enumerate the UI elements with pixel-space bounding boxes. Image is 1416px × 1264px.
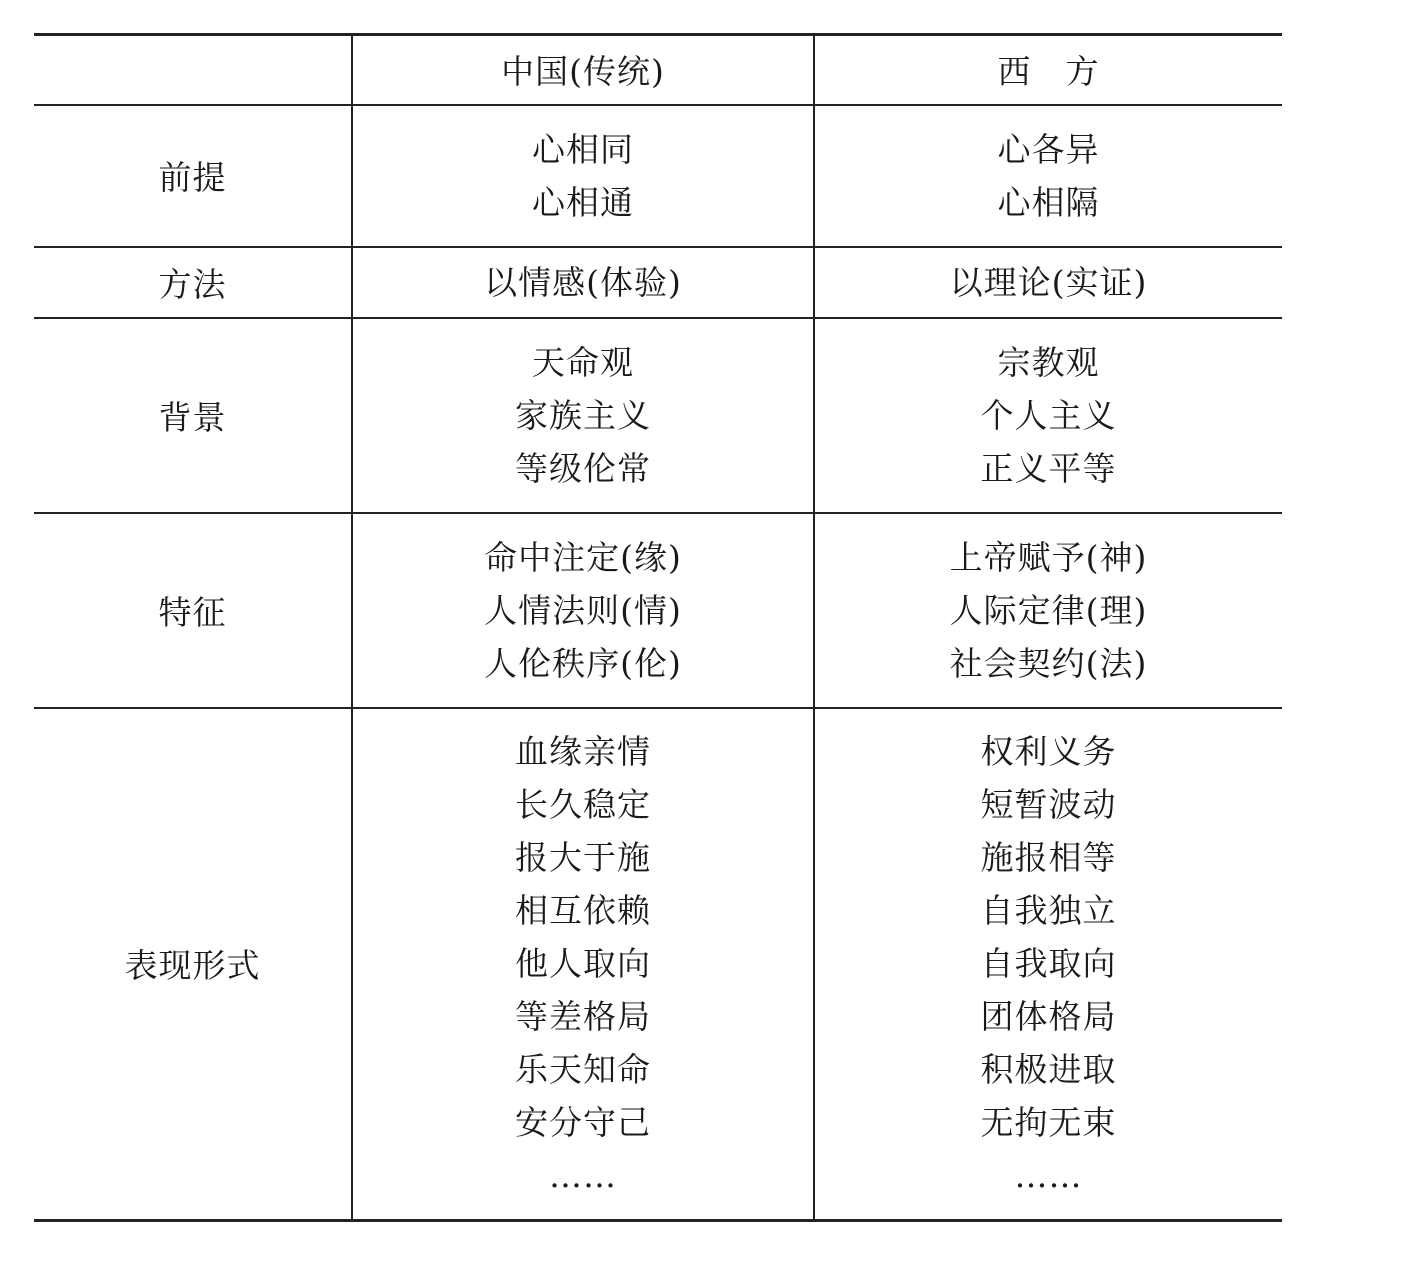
west-forms-line: 权利义务 (980, 732, 1117, 772)
china-premise-line: 心相同 (532, 129, 634, 169)
west-background-line: 正义平等 (980, 448, 1117, 488)
table-row-method (34, 247, 1282, 318)
comparison-table (34, 33, 1282, 1222)
china-cell-premise (352, 105, 814, 247)
china-forms-line: 相互依赖 (515, 891, 651, 931)
china-forms-line: 安分守己 (515, 1103, 651, 1143)
west-forms-line: 积极进取 (980, 1050, 1117, 1090)
header-row (34, 35, 1282, 105)
west-cell-background (814, 318, 1282, 513)
china-forms-line: 报大于施 (515, 838, 651, 878)
china-forms-line: 血缘亲情 (515, 732, 651, 772)
china-cell-forms (352, 708, 814, 1221)
row-label-cell (34, 318, 352, 513)
row-label-cell (34, 708, 352, 1221)
west-forms-line: 团体格局 (980, 997, 1117, 1037)
row-label-premise: 前提 (158, 158, 227, 197)
west-forms-line: 自我独立 (980, 891, 1117, 931)
china-features-line: 人伦秩序(伦) (484, 643, 682, 683)
china-cell-features (352, 513, 814, 708)
china-forms-line: 他人取向 (515, 944, 651, 984)
china-background-line: 等级伦常 (515, 448, 651, 488)
china-cell-method (352, 247, 814, 318)
west-forms-line: 自我取向 (980, 944, 1117, 984)
west-cell-method (814, 247, 1282, 318)
china-forms-ellipsis: …… (549, 1156, 617, 1196)
west-background-line: 宗教观 (997, 342, 1100, 382)
west-background-line: 个人主义 (980, 395, 1117, 435)
west-forms-line: 短暂波动 (980, 785, 1117, 825)
west-features-line: 社会契约(法) (949, 643, 1148, 683)
china-forms-line: 等差格局 (515, 997, 651, 1037)
west-forms-line: 无拘无束 (980, 1103, 1117, 1143)
row-label-cell (34, 513, 352, 708)
china-forms-line: 长久稳定 (515, 785, 651, 825)
table-row-features (34, 513, 1282, 708)
west-cell-premise (814, 105, 1282, 247)
west-forms-ellipsis: …… (1014, 1156, 1083, 1196)
table-row-premise (34, 105, 1282, 247)
header-corner-cell (34, 35, 352, 105)
table-row-background (34, 318, 1282, 513)
china-background-line: 天命观 (532, 342, 634, 382)
china-premise-line: 心相通 (532, 182, 634, 222)
table-row-forms (34, 708, 1282, 1221)
china-background-line: 家族主义 (515, 395, 651, 435)
row-label-background: 背景 (158, 397, 227, 437)
header-west: 西 方 (814, 35, 1282, 105)
west-cell-features (814, 513, 1282, 708)
row-label-cell (34, 105, 352, 247)
china-method-line: 以情感(体验) (484, 262, 682, 302)
row-label-forms: 表现形式 (124, 946, 261, 986)
row-label-cell (34, 247, 352, 318)
west-method-line: 以理论(实证) (949, 262, 1148, 302)
china-features-line: 命中注定(缘) (484, 537, 682, 577)
china-forms-line: 乐天知命 (515, 1050, 651, 1090)
row-label-features: 特征 (158, 592, 227, 632)
west-features-line: 上帝赋予(神) (949, 537, 1148, 577)
header-china: 中国(传统) (352, 35, 814, 105)
china-cell-background (352, 318, 814, 513)
west-premise-line: 心各异 (997, 129, 1100, 169)
west-features-line: 人际定律(理) (949, 590, 1148, 630)
west-premise-line: 心相隔 (997, 182, 1100, 222)
west-forms-line: 施报相等 (980, 838, 1117, 878)
west-cell-forms (814, 708, 1282, 1221)
row-label-method: 方法 (158, 264, 227, 304)
china-features-line: 人情法则(情) (484, 590, 682, 630)
